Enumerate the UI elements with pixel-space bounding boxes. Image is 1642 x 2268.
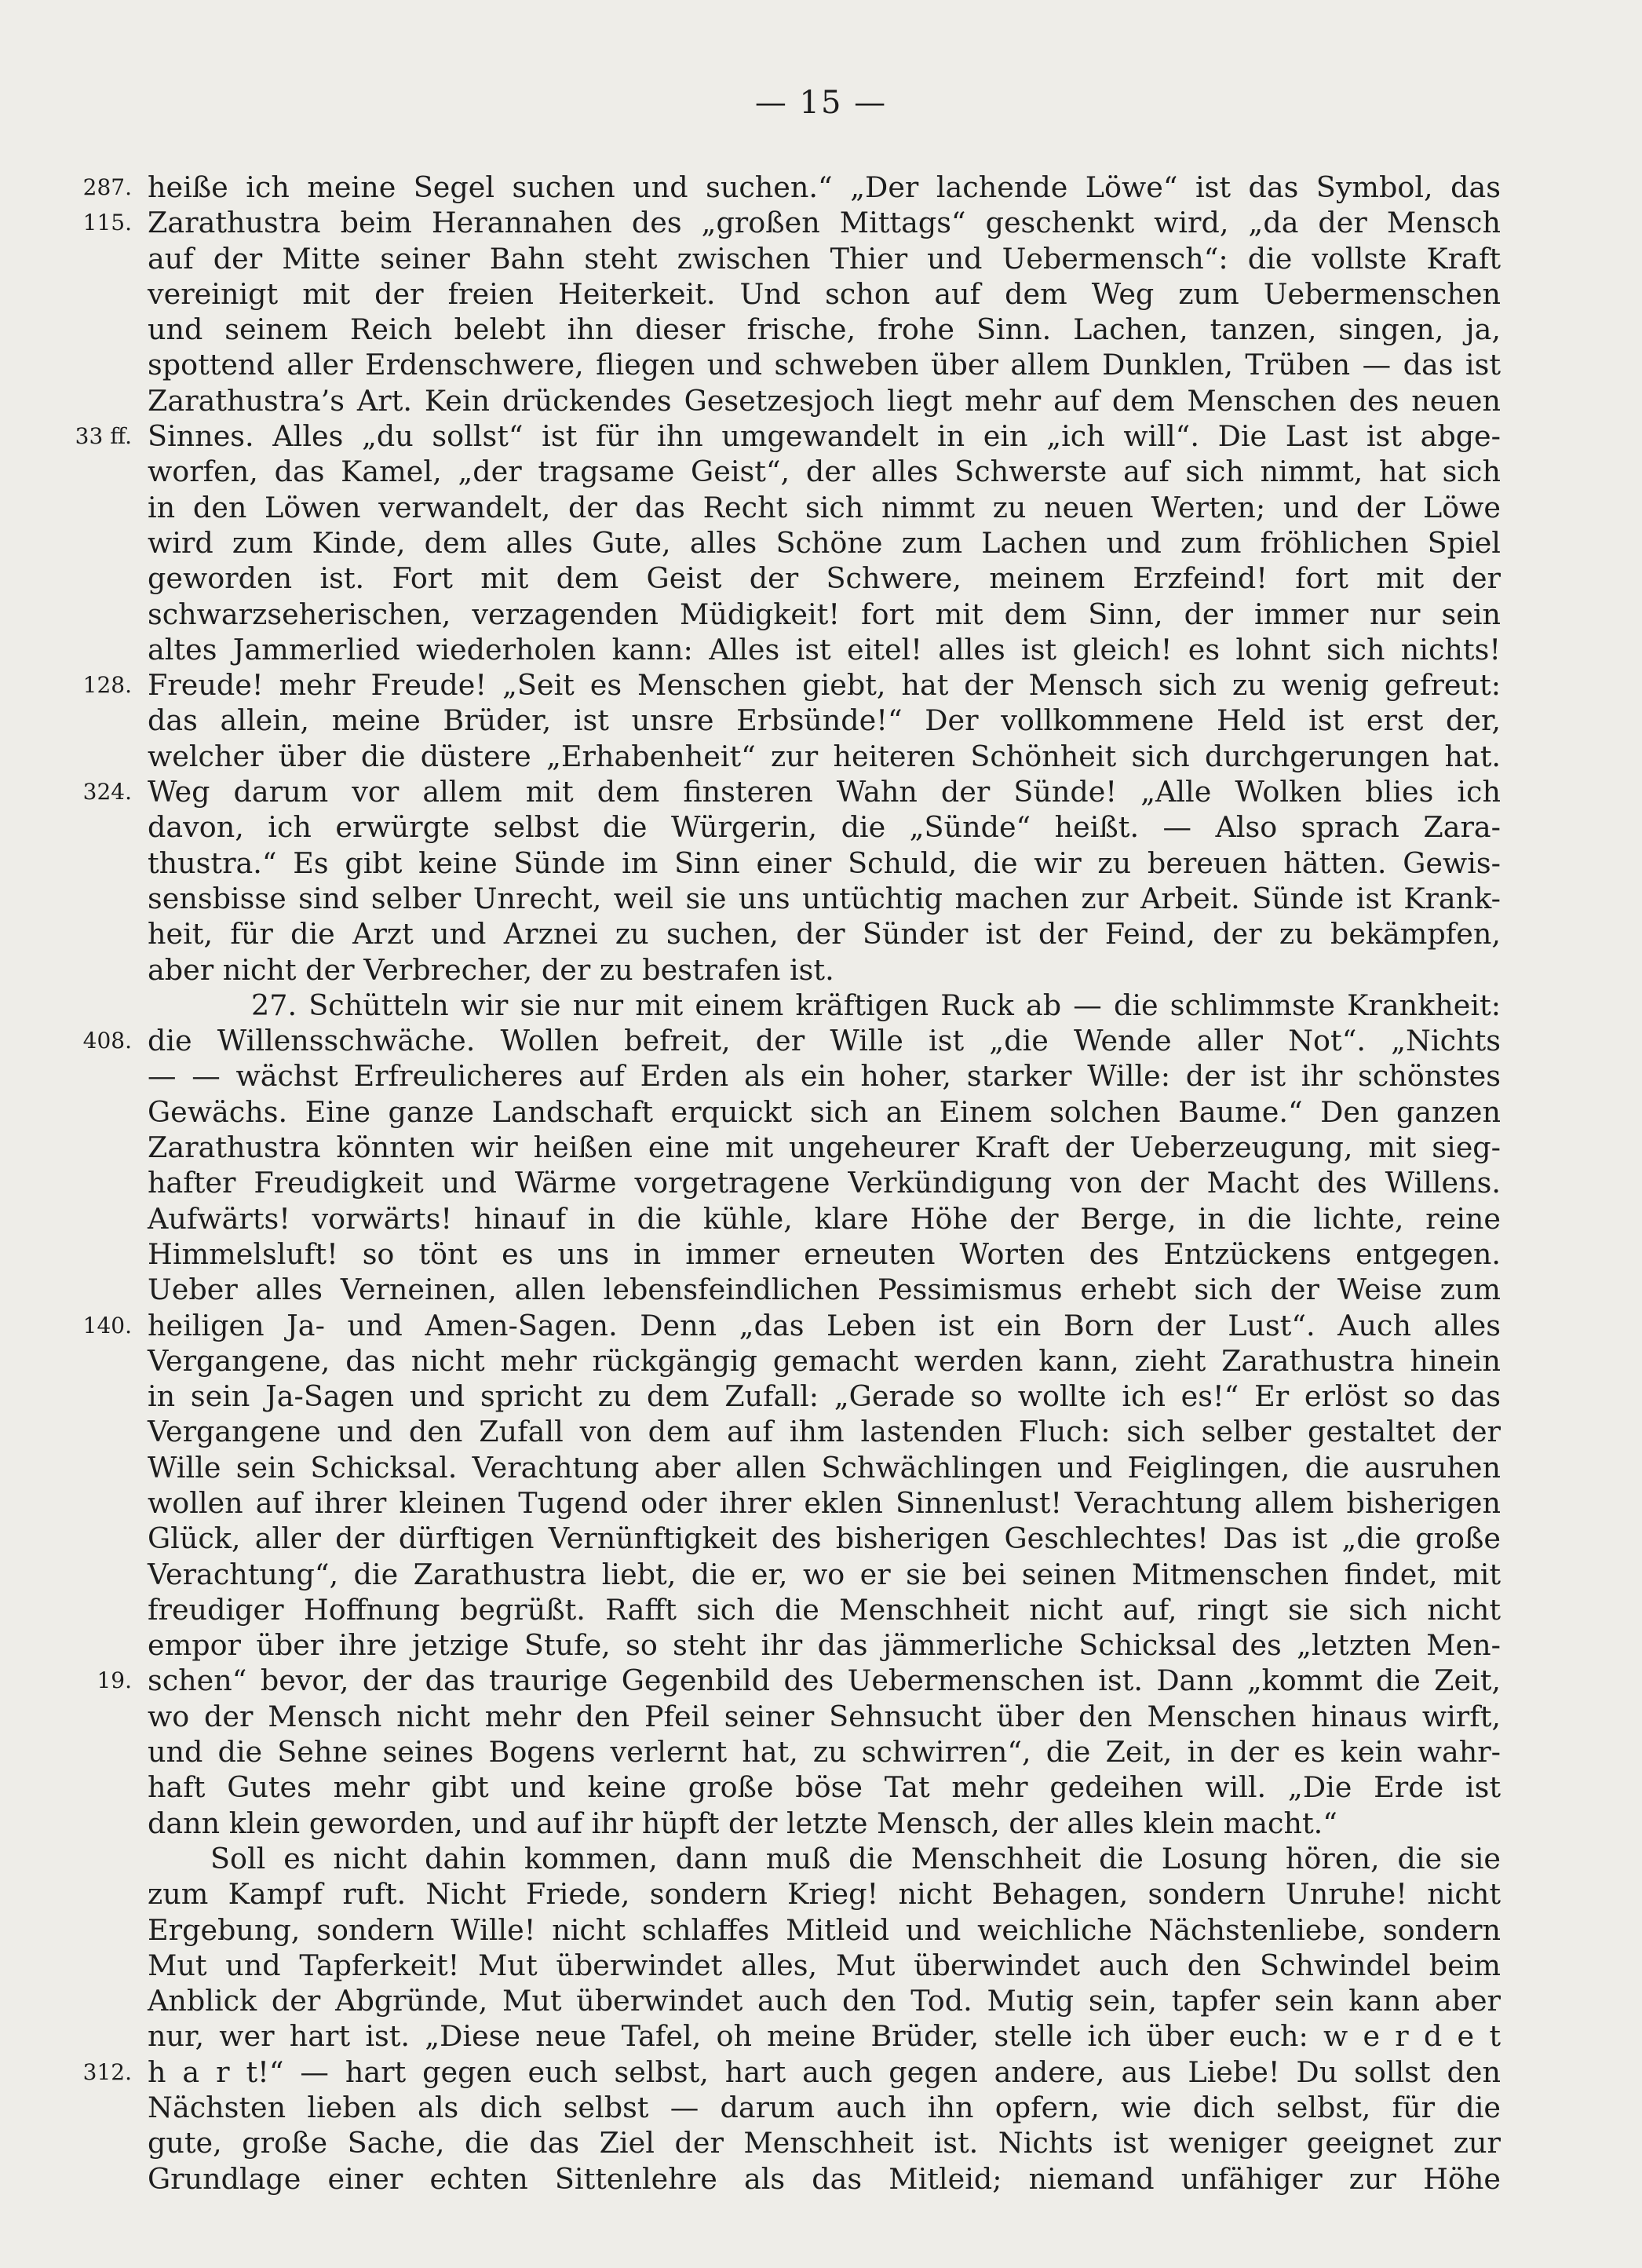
text-line: Zarathustra könnten wir heißen eine mit ungeheurer Kraft der Ueberzeugung, mit sieg- (148, 1130, 1501, 1165)
text-line: 324. Weg darum vor allem mit dem finsteren Wahn der Sünde! „Alle Wolken blies ich (148, 774, 1501, 809)
text-line: Verachtung“, die Zarathustra liebt, die er, wo er sie bei seinen Mitmenschen findet, mit (148, 1557, 1501, 1591)
text-line: worfen, das Kamel, „der tragsame Geist“, der alles Schwerste auf sich nimmt, hat sich (148, 455, 1501, 489)
text-line: Ueber alles Verneinen, allen lebensfeindlichen Pessimismus erhebt sich der Weise zum (148, 1273, 1501, 1307)
text-line: Vergangene und den Zufall von dem auf ihm lastenden Fluch: sich selber gestaltet der (148, 1415, 1501, 1449)
text-line: 33 ff. Sinnes. Alles „du sollst“ ist für ihn umgewandelt in ein „ich will“. Die Last ist abge- (148, 418, 1501, 454)
text-line: in den Löwen verwandelt, der das Recht sich nimmt zu neuen Werten; und der Löwe (148, 490, 1501, 524)
margin-reference: 140. (82, 1312, 132, 1339)
text-line: gute, große Sache, die das Ziel der Menschheit ist. Nichts ist weniger geeignet zur (148, 2126, 1501, 2160)
text-line: 115. Zarathustra beim Herannahen des „großen Mittags“ geschenkt wird, „da der Mensch (148, 205, 1501, 240)
text-line: wo der Mensch nicht mehr den Pfeil seiner Sehnsucht über den Menschen hinaus wirft, (148, 1699, 1501, 1733)
margin-reference: 312. (82, 2058, 132, 2085)
margin-reference: 19. (97, 1667, 132, 1694)
margin-reference: 128. (82, 672, 132, 699)
text-line: nur, wer hart ist. „Diese neue Tafel, oh meine Brüder, stelle ich über euch: w e r d e t (148, 2019, 1501, 2054)
text-line: welcher über die düstere „Erhabenheit“ zur heiteren Schönheit sich durchgerungen hat. (148, 739, 1501, 773)
text-line: hafter Freudigkeit und Wärme vorgetragene Verkündigung von der Macht des Willens. (148, 1166, 1501, 1200)
text-line: und seinem Reich belebt ihn dieser frische, frohe Sinn. Lachen, tanzen, singen, ja, (148, 312, 1501, 347)
text-line: Ergebung, sondern Wille! nicht schlaffes Mitleid und weichliche Nächstenliebe, sondern (148, 1912, 1501, 1947)
text-line: 287. heiße ich meine Segel suchen und suchen.“ „Der lachende Löwe“ ist das Symbol, das (148, 170, 1501, 205)
text-line: Vergangene, das nicht mehr rückgängig gemacht werden kann, zieht Zarathustra hinein (148, 1343, 1501, 1378)
text-line: Zarathustra’s Art. Kein drückendes Gesetzesjoch liegt mehr auf dem Menschen des neuen (148, 383, 1501, 418)
text-line: Grundlage einer echten Sittenlehre als das Mitleid; niemand unfähiger zur Höhe (148, 2161, 1501, 2196)
text-line: in sein Ja-Sagen und spricht zu dem Zufall: „Gerade so wollte ich es!“ Er erlöst so das (148, 1379, 1501, 1414)
margin-reference: 33 ff. (75, 423, 132, 450)
text-line: Himmelsluft! so tönt es uns in immer erneuten Worten des Entzückens entgegen. (148, 1236, 1501, 1271)
page-number: — 15 — (754, 85, 888, 121)
text-line: Glück, aller der dürftigen Vernünftigkeit des bisherigen Geschlechtes! Das ist „die große (148, 1521, 1501, 1556)
text-line: vereinigt mit der freien Heiterkeit. Und schon auf dem Weg zum Uebermenschen (148, 276, 1501, 311)
text-line: Mut und Tapferkeit! Mut überwindet alles, Mut überwindet auch den Schwindel beim (148, 1948, 1501, 1982)
text-line: 140. heiligen Ja- und Amen-Sagen. Denn „das Leben ist ein Born der Lust“. Auch alles (148, 1308, 1501, 1343)
text-line: 19. schen“ bevor, der das traurige Gegenbild des Uebermenschen ist. Dann „kommt die Zeit, (148, 1663, 1501, 1698)
margin-reference: 408. (82, 1028, 132, 1054)
text-line: wird zum Kinde, dem alles Gute, alles Schöne zum Lachen und zum fröhlichen Spiel (148, 525, 1501, 560)
text-line: Gewächs. Eine ganze Landschaft erquickt sich an Einem solchen Baume.“ Den ganzen (148, 1094, 1501, 1129)
section-start-line: 27. Schütteln wir sie nur mit einem kräftigen Ruck ab — die schlimmste Krankheit: (251, 988, 1501, 1022)
text-line: dann klein geworden, und auf ihr hüpft der letzte Mensch, der alles klein macht.“ (148, 1806, 1337, 1840)
margin-reference: 287. (82, 174, 132, 200)
text-line: 128. Freude! mehr Freude! „Seit es Menschen giebt, hat der Mensch sich zu wenig gefreut: (148, 667, 1501, 703)
paragraph-start-line: Soll es nicht dahin kommen, dann muß die Menschheit die Losung hören, die sie (210, 1841, 1501, 1875)
text-line: 312. h a r t!“ — hart gegen euch selbst, hart auch gegen andere, aus Liebe! Du sollst den (148, 2054, 1501, 2090)
text-line: freudiger Hoffnung begrüßt. Rafft sich die Menschheit nicht auf, ringt sie sich nicht (148, 1592, 1501, 1627)
text-line: thustra.“ Es gibt keine Sünde im Sinn einer Schuld, die wir zu bereuen hätten. Gewis- (148, 845, 1501, 880)
text-line: 408. die Willensschwäche. Wollen befreit, der Wille ist „die Wende aller Not“. „Nichts (148, 1023, 1501, 1058)
text-line: Anblick der Abgründe, Mut überwindet auch den Tod. Mutig sein, tapfer sein kann aber (148, 1984, 1501, 2018)
text-line: zum Kampf ruft. Nicht Friede, sondern Krieg! nicht Behagen, sondern Unruhe! nicht (148, 1877, 1501, 1912)
text-line: schwarzseherischen, verzagenden Müdigkeit! fort mit dem Sinn, der immer nur sein (148, 597, 1501, 631)
margin-reference: 324. (82, 779, 132, 805)
body-text (75, 170, 1501, 2197)
text-line: — — wächst Erfreulicheres auf Erden als ein hoher, starker Wille: der ist ihr schönstes (148, 1059, 1501, 1094)
text-line: Wille sein Schicksal. Verachtung aber allen Schwächlingen und Feiglingen, die ausruhen (148, 1450, 1501, 1485)
text-line: geworden ist. Fort mit dem Geist der Schwere, meinem Erzfeind! fort mit der (148, 561, 1501, 596)
text-line: heit, für die Arzt und Arznei zu suchen, der Sünder ist der Feind, der zu bekämpfen, (148, 917, 1501, 951)
text-line: spottend aller Erdenschwere, fliegen und schweben über allem Dunklen, Trüben — das ist (148, 348, 1501, 382)
text-line: das allein, meine Brüder, ist unsre Erbsünde!“ Der vollkommene Held ist erst der, (148, 703, 1501, 738)
text-line: davon, ich erwürgte selbst die Würgerin, die „Sünde“ heißt. — Also sprach Zara- (148, 810, 1501, 845)
text-line: aber nicht der Verbrecher, der zu bestrafen ist. (148, 952, 834, 987)
text-line: haft Gutes mehr gibt und keine große böse Tat mehr gedeihen will. „Die Erde ist (148, 1770, 1501, 1805)
text-line: Nächsten lieben als dich selbst — darum auch ihn opfern, wie dich selbst, für die (148, 2091, 1501, 2125)
margin-reference: 115. (82, 210, 132, 236)
text-line: sensbisse sind selber Unrecht, weil sie uns untüchtig machen zur Arbeit. Sünde ist Krank- (148, 881, 1501, 915)
text-line: empor über ihre jetzige Stufe, so steht ihr das jämmerliche Schicksal des „letzten Men- (148, 1628, 1501, 1663)
text-line: Aufwärts! vorwärts! hinauf in die kühle, klare Höhe der Berge, in die lichte, reine (148, 1201, 1501, 1236)
text-line: wollen auf ihrer kleinen Tugend oder ihrer eklen Sinnenlust! Verachtung allem bisherigen (148, 1485, 1501, 1520)
text-line: und die Sehne seines Bogens verlernt hat, zu schwirren“, die Zeit, in der es kein wahr- (148, 1735, 1501, 1769)
text-line: altes Jammerlied wiederholen kann: Alles ist eitel! alles ist gleich! es lohnt sich nichts! (148, 632, 1501, 667)
text-line: auf der Mitte seiner Bahn steht zwischen Thier und Uebermensch“: die vollste Kraft (148, 241, 1501, 276)
